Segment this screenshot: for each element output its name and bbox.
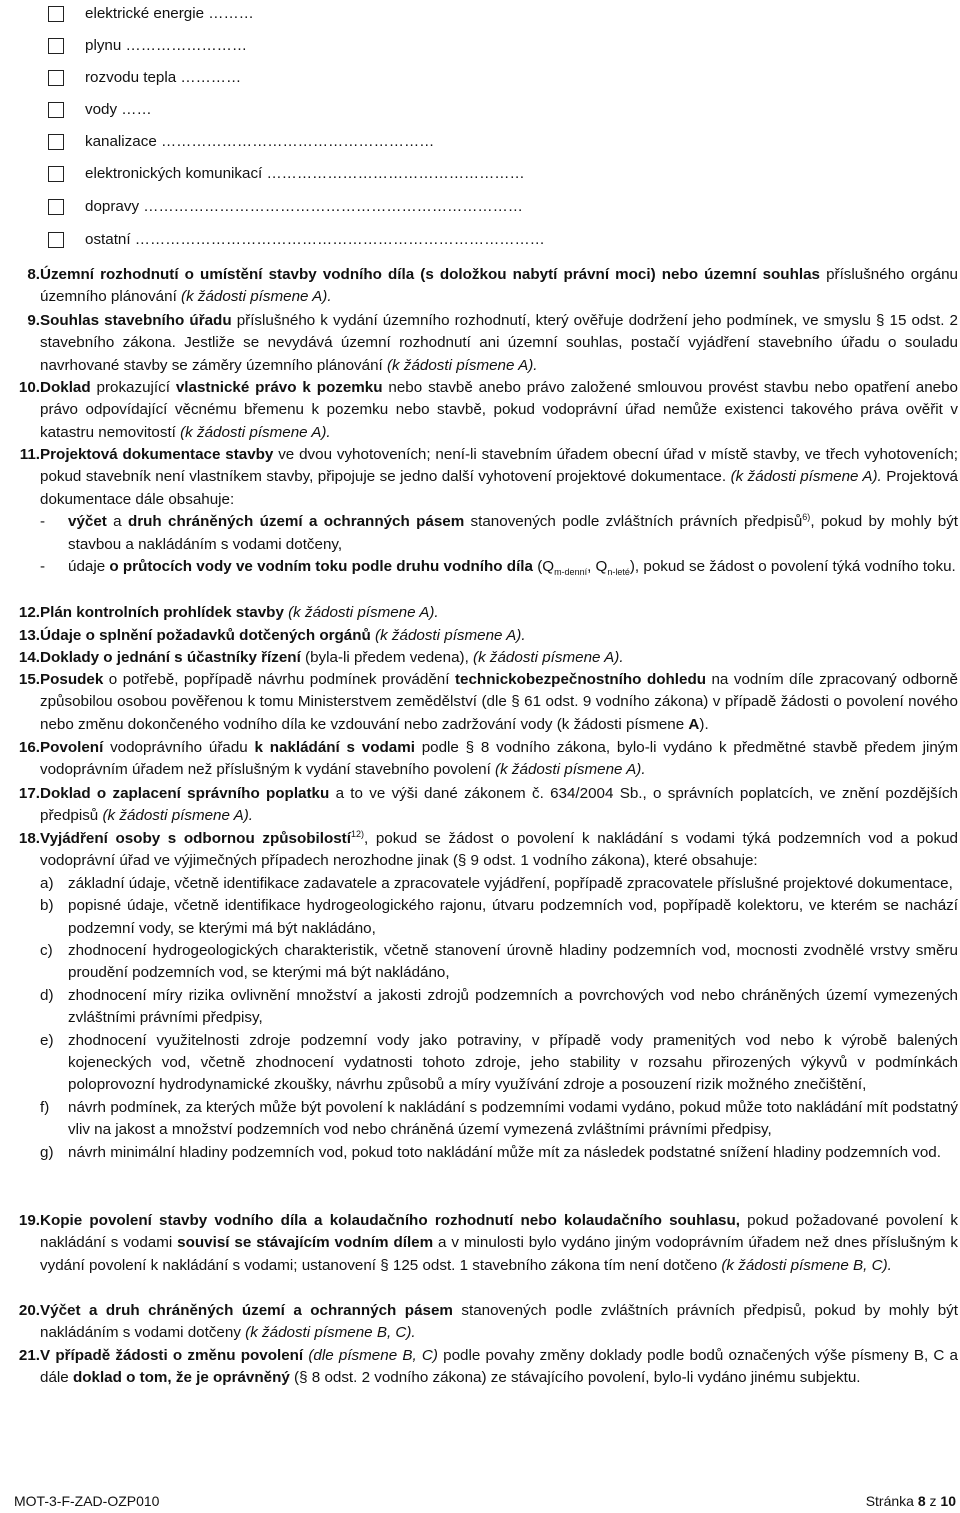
footer-page-number xyxy=(866,1490,956,1512)
sub-label: a) xyxy=(40,874,54,892)
item-number: 16. xyxy=(18,739,40,756)
item-text: , pokud by mohly být stavbou a nakládáním s vodami dotčeny, xyxy=(68,513,958,553)
item-text: a v minulosti bylo vydáno jiným vodoprávním úřadem než dnes příslušným k vydání povolení k nakládání s vodami; ustanovení § 125 odst. 1 stavebního zákona tím není dotčeno xyxy=(40,1234,958,1274)
item-number: 8. xyxy=(27,266,40,283)
item-heading: Údaje o splnění požadavků dotčených orgánů xyxy=(40,627,371,644)
item-heading-2: vlastnické právo k pozemku xyxy=(175,379,383,396)
item-text: ). xyxy=(699,715,709,733)
item-note: (k žádosti písmene B, C). xyxy=(245,1324,416,1342)
item-text: podle § 8 vodního zákona, bylo-li vydáno k předmětné stavbě předem jiným vodoprávním úřadem než příslušným k vydání stavebního povolení xyxy=(40,739,959,779)
checkbox[interactable] xyxy=(48,134,64,150)
item-heading: Doklad o zaplacení správního poplatku xyxy=(40,785,330,802)
list-item-12 xyxy=(6,602,958,624)
item-heading-2: technickobezpečnostního dohledu xyxy=(454,671,706,688)
list-item-16 xyxy=(6,737,958,782)
item-text: ve dvou vyhotoveních; není-li stavebním úřadem obecní úřad v místě stavby, ve třech vyhotoveních; pokud stavebník není vlastníkem stavby, připojuje se jedno další vyhotovení projektové dokumentace. xyxy=(40,446,958,486)
item-text: o potřebě, popřípadě návrhu podmínek provádění xyxy=(103,671,455,688)
sub-text: zhodnocení využitelnosti zdroje podzemní vody jako potraviny, v případě vody pramenitých vod nebo k výrobě balených kojeneckých vod, včetně zhodnocení vydatnosti tohoto zdroje, jeho stability v rozsahu přirozených výkyvů v podmínkách poloprovozní hydrodynamické zkoušky, návrhu způsobů a míry využívání zdroje a posouzení rizik možného znečištění, xyxy=(68,1031,958,1094)
item-heading: Kopie povolení stavby vodního díla a kolaudačního rozhodnutí nebo kolaudačního souhlasu, xyxy=(40,1212,740,1229)
item-number: 15. xyxy=(18,671,40,688)
item-text: na vodním díle zpracovaný odborně způsobilou osobou pověřenou k tomu Ministerstvem zemědělství (dle § 61 odst. 9 vodního zákona) v případě žádosti o povolení nového nebo změnu dokončeného vodního díla ke vzdouvání nebo zadržování vody (k žádosti písmene xyxy=(40,671,959,733)
item-number: 14. xyxy=(18,649,40,666)
item-text: a to ve výši dané zákonem č. 634/2004 Sb., o správních poplatcích, ve znění pozdějších předpisů xyxy=(40,785,958,825)
sub-item xyxy=(40,511,958,556)
checkbox-row[interactable] xyxy=(48,67,241,89)
sub-item xyxy=(40,895,958,940)
item-number: 20. xyxy=(18,1302,40,1319)
checkbox[interactable] xyxy=(48,232,64,248)
item-number: 19. xyxy=(18,1212,40,1229)
item-note: (k žádosti písmene A). xyxy=(730,468,882,486)
item-note: (k žádosti písmene A). xyxy=(386,356,538,374)
item-text: prokazující xyxy=(90,379,176,396)
item-heading: Projektová dokumentace stavby xyxy=(40,446,274,463)
list-item-11 xyxy=(6,444,958,578)
sub-label: e) xyxy=(40,1031,54,1049)
item-note: (k žádosti písmene A). xyxy=(495,761,646,779)
bullet: - xyxy=(40,513,46,531)
item-heading: druh chráněných území a ochranných pásem xyxy=(127,513,465,531)
item-heading: V případě žádosti o změnu povolení xyxy=(40,1347,304,1364)
list-item-19 xyxy=(6,1210,958,1277)
list-item-18 xyxy=(6,828,958,1164)
item-text: , Q xyxy=(587,558,608,576)
item-text: údaje xyxy=(68,558,110,576)
sub-text: popisné údaje, včetně identifikace hydrogeologického rajonu, útvaru podzemních vod, popřípadě kolektoru, ve kterém se nachází podzemní vody, se kterými má být nakládáno, xyxy=(68,897,958,937)
list-item-21 xyxy=(6,1345,958,1390)
item-note: (k žádosti písmene A). xyxy=(473,649,624,666)
item-text: nebo stavbě anebo právo založené smlouvou provést stavbu nebo opatření anebo právo odpovídající věcnému břemenu k pozemku nebo stavbě, pokud vodoprávní úřad nemůže existenci takového práva ověřit v katastru nemovitostí xyxy=(40,379,958,441)
item-number: 11. xyxy=(19,446,40,463)
item-heading: Doklad xyxy=(40,379,91,396)
subscript: n-leté xyxy=(607,567,630,578)
item-text: příslušného k vydání územního rozhodnutí, který ověřuje dodržení jeho podmínek, ve smyslu § 15 odst. 2 stavebního zákona. Jestliže se nevydává územní rozhodnutí ani územní souhlas, postačí vyjádření stavebního úřadu o souladu navrhované stavby se záměry územního plánování xyxy=(40,312,958,374)
item-heading: Souhlas stavebního úřadu xyxy=(40,312,232,329)
item-heading: Vyjádření osoby s odbornou způsobilostí xyxy=(40,830,351,847)
item-note: (k žádosti písmene A). xyxy=(283,604,439,621)
checkbox[interactable] xyxy=(48,6,64,22)
list-item-8 xyxy=(6,264,958,309)
sub-text: návrh minimální hladiny podzemních vod, pokud toto nakládání může mít za následek podstatné snížení hladiny podzemních vod. xyxy=(68,1143,941,1161)
subscript: m-denní xyxy=(554,567,588,578)
item-heading: Doklady o jednání s účastníky řízení xyxy=(40,649,301,666)
item-heading-2: doklad o tom, že je oprávněný xyxy=(72,1369,290,1387)
item-text: podle povahy změny doklady podle bodů označených výše písmeny B, C a dále xyxy=(40,1347,958,1387)
item-number: 18. xyxy=(18,830,40,847)
list-item-13 xyxy=(6,625,958,647)
item-text: pokud požadované povolení k nakládání s vodami xyxy=(40,1212,958,1252)
list-item-15 xyxy=(6,669,958,736)
item-heading-2: k nakládání s vodami xyxy=(254,739,415,756)
checkbox-label: rozvodu tepla ………… xyxy=(85,68,242,86)
checkbox-label: plynu …………………… xyxy=(85,36,248,54)
item-text: (byla-li předem vedena), xyxy=(300,649,474,666)
sub-text: základní údaje, včetně identifikace zadavatele a zpracovatele vyjádření, popřípadě zpracovatele příslušné projektové dokumentace, xyxy=(68,874,953,892)
list-item-17 xyxy=(6,783,958,828)
item-text: stanovených podle zvláštních právních předpisů xyxy=(464,513,803,531)
sub-text: zhodnocení míry rizika ovlivnění množství a jakosti zdrojů podzemních a povrchových vod nebo chráněných území vymezených zvláštními právními předpisy, xyxy=(68,986,958,1027)
sub-label: f) xyxy=(40,1098,50,1116)
checkbox[interactable] xyxy=(48,38,64,54)
item-number: 12. xyxy=(18,604,40,621)
sub-text: zhodnocení hydrogeologických charakteristik, včetně stanovení úrovně hladiny podzemních vod, mocnosti zvodnělé vrstvy směru proudění podzemních vod, se kterými má být nakládáno, xyxy=(68,942,958,982)
checkbox-label: elektronických komunikací …………………………………………… xyxy=(85,164,525,182)
checkbox[interactable] xyxy=(48,166,64,182)
item-text: (Q xyxy=(532,558,555,576)
bullet: - xyxy=(40,558,46,576)
footer-form-code: MOT-3-F-ZAD-OZP010 xyxy=(14,1493,160,1509)
checkbox-row[interactable] xyxy=(48,3,254,25)
sub-label: d) xyxy=(40,986,54,1004)
item-note: (dle písmene B, C) xyxy=(303,1347,438,1364)
item-text: ), pokud se žádost o povolení týká vodního toku. xyxy=(629,558,956,576)
item-heading: Posudek xyxy=(40,671,104,688)
checkbox-label: ostatní ……………………………………………………………………… xyxy=(85,230,545,248)
footnote-ref: 6) xyxy=(802,512,811,523)
item-heading: Výčet a druh chráněných území a ochranných pásem xyxy=(40,1302,453,1319)
checkbox-row[interactable] xyxy=(48,229,545,251)
item-text: (§ 8 odst. 2 vodního zákona) ze stávajícího povolení, bylo-li vydáno jinému subjektu. xyxy=(289,1369,861,1387)
item-text: a xyxy=(106,513,128,531)
page-sep: z xyxy=(929,1493,937,1509)
checkbox-row[interactable] xyxy=(48,163,525,185)
checkbox-row[interactable] xyxy=(48,99,152,121)
item-text: stanovených podle zvláštních právních předpisů, pokud by mohly být nakládáním s vodami dotčeny xyxy=(40,1302,958,1342)
item-note: (k žádosti písmene A). xyxy=(370,627,526,644)
checkbox-label: kanalizace ……………………………………………… xyxy=(85,132,435,150)
sub-item xyxy=(40,1142,958,1164)
item-letter: A xyxy=(688,715,700,733)
sub-label: b) xyxy=(40,897,54,915)
page-total: 10 xyxy=(940,1493,956,1509)
checkbox[interactable] xyxy=(48,199,64,215)
item-note: (k žádosti písmene A). xyxy=(181,288,332,306)
item-text: Projektová dokumentace dále obsahuje: xyxy=(40,468,959,508)
item-number: 9. xyxy=(27,312,40,329)
footnote-ref: 12) xyxy=(350,828,364,839)
item-heading: Povolení xyxy=(40,739,104,756)
item-heading-2: souvisí se stávajícím vodním dílem xyxy=(177,1234,434,1252)
item-note: (k žádosti písmene A). xyxy=(102,807,254,825)
checkbox[interactable] xyxy=(48,70,64,86)
page-current: 8 xyxy=(917,1493,926,1509)
list-item-14 xyxy=(6,647,958,669)
item-heading: Územní rozhodnutí o umístění stavby vodního díla (s doložkou nabytí právní moci) nebo územní souhlas xyxy=(40,266,820,283)
list-item-20 xyxy=(6,1300,958,1345)
sub-item xyxy=(40,985,958,1030)
checkbox-row[interactable] xyxy=(48,131,434,153)
checkbox-label: vody …… xyxy=(85,100,152,118)
item-heading: o průtocích vody ve vodním toku podle druhu vodního díla xyxy=(109,558,533,576)
sub-item xyxy=(40,1030,958,1097)
list-item-9 xyxy=(6,310,958,377)
item-number: 13. xyxy=(18,627,40,644)
item-heading: Plán kontrolních prohlídek stavby xyxy=(40,604,284,621)
sub-item xyxy=(40,873,958,895)
item-number: 21. xyxy=(18,1347,40,1364)
sub-item xyxy=(40,556,958,578)
item-text: vodoprávního úřadu xyxy=(103,739,255,756)
item-note: (k žádosti písmene B, C). xyxy=(721,1256,892,1274)
page-word: Stránka xyxy=(865,1493,914,1509)
item-text: příslušného orgánu územního plánování xyxy=(40,266,958,306)
item-number: 10. xyxy=(18,379,40,396)
item-heading: výčet xyxy=(68,513,107,531)
item-note: (k žádosti písmene A). xyxy=(180,423,331,441)
sub-item xyxy=(40,1097,958,1142)
item-text: , pokud se žádost o povolení k nakládání s vodami týká podzemních vod a pokud vodoprávní úřad ve výjimečných případech nerozhodne jinak (§ 9 odst. 1 vodního zákona), které obsahuje: xyxy=(40,830,958,870)
list-item-10 xyxy=(6,377,958,444)
sub-label: g) xyxy=(40,1143,54,1161)
checkbox-label: dopravy ………………………………………………………………… xyxy=(85,197,523,215)
checkbox-label: elektrické energie ……… xyxy=(85,4,254,22)
checkbox-row[interactable] xyxy=(48,35,247,57)
sub-item xyxy=(40,940,958,985)
sub-label: c) xyxy=(40,942,53,960)
sub-text: návrh podmínek, za kterých může být povolení k nakládání s podzemními vodami vydáno, pokud může toto nakládání mít podstatný vliv na jakost a množství podzemních vod nebo chráněná území vymezená zvláštními právními předpisy, xyxy=(68,1098,958,1139)
checkbox[interactable] xyxy=(48,102,64,118)
checkbox-row[interactable] xyxy=(48,196,523,218)
item-number: 17. xyxy=(18,785,40,802)
